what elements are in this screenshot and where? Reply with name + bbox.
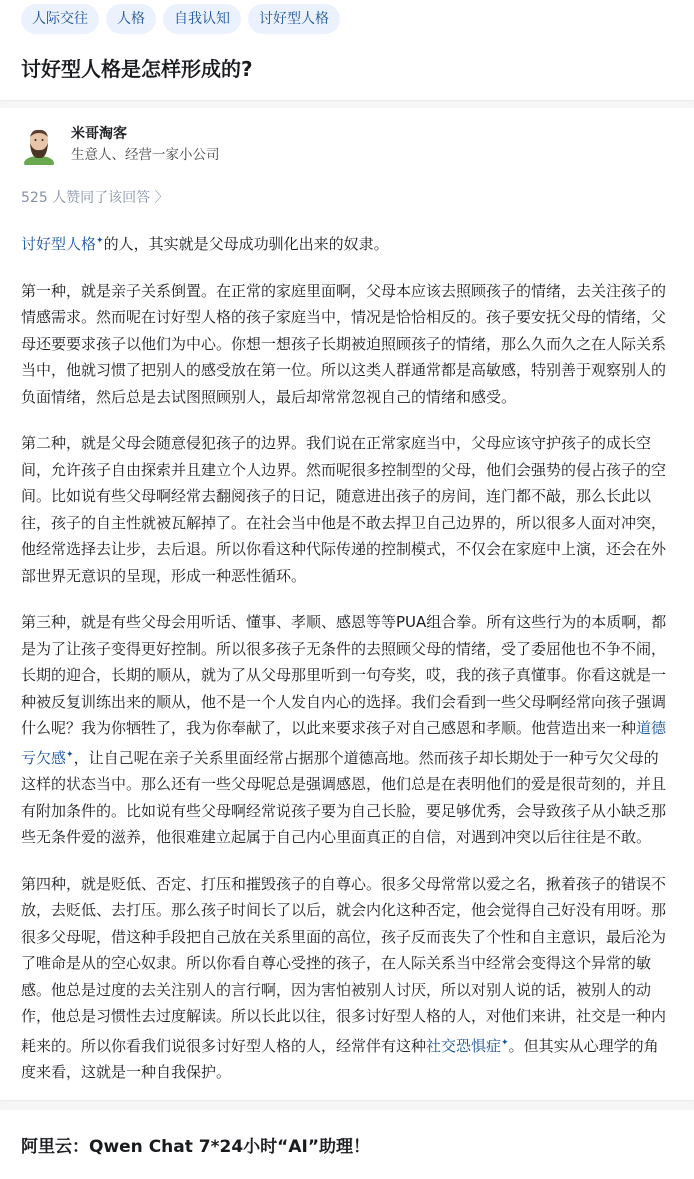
topic-tag[interactable]: 讨好型人格 xyxy=(248,4,340,34)
paragraph xyxy=(21,609,673,851)
spark-icon: ✦ xyxy=(96,236,104,246)
answer-card xyxy=(0,108,694,1100)
spark-icon: ✦ xyxy=(501,1037,509,1048)
topic-tag[interactable]: 人格 xyxy=(106,4,156,34)
keyword-link[interactable] xyxy=(21,235,104,253)
question-header xyxy=(0,0,694,100)
paragraph-text: 的人，其实就是父母成功驯化出来的奴隶。 xyxy=(103,235,389,253)
topic-tag[interactable]: 人际交往 xyxy=(21,4,99,34)
question-title[interactable]: 讨好型人格是怎样形成的? xyxy=(21,57,253,81)
avatar[interactable] xyxy=(21,125,57,165)
link-text: 社交恐惧症 xyxy=(426,1036,502,1055)
paragraph: 第二种，就是父母会随意侵犯孩子的边界。我们说在正常家庭当中，父母应该守护孩子的成长空间，允许孩子自由探索并且建立个人边界。然而呢很多控制型的父母，他们会强势的侵占孩子的空间。比如说有些父母啊经常去翻阅孩子的日记，随意进出孩子的房间，连门都不敲，那么长此以往，孩子的自主性就被瓦解掉了。在社会当中他是不敢去捍卫自己边界的，所以很多人面对冲突，他经常选择去让步，去后退。所以你看这种代际传递的控制模式，不仅会在家庭中上演，还会在外部世界无意识的呈现，形成一种恶性循环。 xyxy=(21,434,667,585)
author-bio: 生意人、经营一家小公司 xyxy=(71,147,220,163)
next-card-title[interactable]: 阿里云：Qwen Chat 7*24小时“AI”助理！ xyxy=(0,1110,694,1179)
link-text: 道德亏欠感 xyxy=(21,719,667,767)
spark-icon: ✦ xyxy=(66,749,74,760)
answer-content xyxy=(21,228,673,1086)
paragraph xyxy=(21,228,673,258)
topic-tags xyxy=(21,4,673,34)
upvote-count[interactable]: 525 人赞同了该回答 〉 xyxy=(21,190,169,206)
author-info xyxy=(21,124,673,166)
author-name[interactable]: 米哥淘客 xyxy=(71,126,127,142)
paragraph-text: 第三种，就是有些父母会用听话、懂事、孝顺、感恩等等PUA组合拳。所有这些行为的本质啊，都是为了让孩子变得更好控制。所以很多孩子无条件的去照顾父母的情绪，受了委屈他也不争不闹，长期的迎合，长期的顺从，就为了从父母那里听到一句夸奖，哎，我的孩子真懂事。你看这就是一种被反复训练出来的顺从，他不是一个人发自内心的选择。我们会看到一些父母啊经常向孩子强调什么呢？我为你牺牲了，我为你奉献了，以此来要求孩子对自己感恩和孝顺。他营造出来一种 xyxy=(21,613,667,737)
paragraph-text: 第四种，就是贬低、否定、打压和摧毁孩子的自尊心。很多父母常常以爱之名，揪着孩子的错误不放，去贬低、去打压。那么孩子时间长了以后，就会内化这种否定，他会觉得自己好没有用呀。那很多父母呢，借这种手段把自己放在关系里面的高位，孩子反而丧失了个性和自主意识，最后沦为了唯命是从的空心奴隶。所以你看自尊心受挫的孩子，在人际关系当中经常会变得这个异常的敏感。他总是过度的去关注别人的言行啊，因为害怕被别人讨厌，所以对别人说的话，被别人的动作，他总是习惯性去过度解读。所以长此以往，很多讨好型人格的人，对他们来讲，社交是一种内耗来的。所以你看我们说很多讨好型人格的人，经常伴有这种 xyxy=(21,874,667,1055)
paragraph xyxy=(21,871,673,1086)
paragraph: 第一种，就是亲子关系倒置。在正常的家庭里面啊，父母本应该去照顾孩子的情绪，去关注孩子的情感需求。然而呢在讨好型人格的孩子家庭当中，情况是恰恰相反的。孩子要安抚父母的情绪，父母还要要求孩子以他们为中心。你想一想孩子长期被迫照顾孩子的情绪，那么久而久之在人际关系当中，他就习惯了把别人的感受放在第一位。所以这类人群通常都是高敏感，特别善于观察别人的负面情绪，然后总是去试图照顾别人，最后却常常忽视自己的情绪和感受。 xyxy=(21,281,667,406)
keyword-link[interactable] xyxy=(426,1037,509,1055)
link-text: 讨好型人格 xyxy=(21,235,97,253)
paragraph-text: ，让自己呢在亲子关系里面经常占据那个道德高地。然而孩子却长期处于一种亏欠父母的这样的状态当中。那么还有一些父母呢总是强调感恩，他们总是在表明他们的爱是很苛刻的，并且有附加条件的。比如说有些父母啊经常说孩子要为自己长脸，要足够优秀，会导致孩子从小缺乏那些无条件爱的滋养，他很难建立起属于自己内心里面真正的自信，对遇到冲突以后往往是不敢。 xyxy=(21,748,667,846)
topic-tag[interactable]: 自我认知 xyxy=(163,4,241,34)
paragraph-text: 。但其实从心理学的角度来看，这就是一种自我保护。 xyxy=(21,1036,659,1081)
